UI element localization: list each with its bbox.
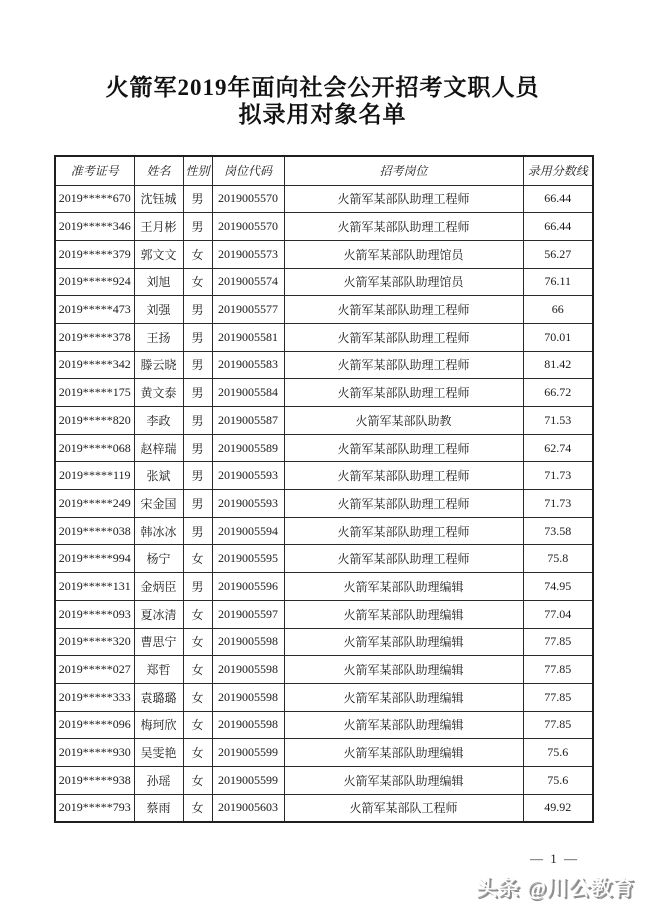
cell-code: 2019005583 <box>212 351 284 379</box>
cell-gender: 女 <box>183 628 212 656</box>
cell-score: 66.44 <box>523 185 593 213</box>
cell-gender: 男 <box>183 490 212 518</box>
cell-code: 2019005574 <box>212 268 284 296</box>
cell-gender: 男 <box>183 379 212 407</box>
cell-gender: 男 <box>183 351 212 379</box>
cell-ticket: 2019*****333 <box>55 683 134 711</box>
cell-post: 火箭军某部队助理工程师 <box>284 490 523 518</box>
table-row <box>55 628 593 656</box>
cell-ticket: 2019*****379 <box>55 240 134 268</box>
cell-score: 75.6 <box>523 766 593 794</box>
cell-gender: 女 <box>183 739 212 767</box>
table-row <box>55 545 593 573</box>
table-row <box>55 240 593 268</box>
cell-score: 77.85 <box>523 656 593 684</box>
page-number: — 1 — <box>530 851 579 866</box>
cell-name: 王扬 <box>134 323 183 351</box>
cell-ticket: 2019*****938 <box>55 766 134 794</box>
cell-code: 2019005594 <box>212 517 284 545</box>
cell-gender: 女 <box>183 683 212 711</box>
cell-ticket: 2019*****320 <box>55 628 134 656</box>
cell-ticket: 2019*****093 <box>55 600 134 628</box>
cell-score: 71.73 <box>523 462 593 490</box>
cell-post: 火箭军某部队助理编辑 <box>284 766 523 794</box>
cell-post: 火箭军某部队助理工程师 <box>284 185 523 213</box>
cell-post: 火箭军某部队助理编辑 <box>284 683 523 711</box>
cell-score: 77.04 <box>523 600 593 628</box>
cell-score: 70.01 <box>523 323 593 351</box>
cell-post: 火箭军某部队助理工程师 <box>284 296 523 324</box>
cell-score: 81.42 <box>523 351 593 379</box>
admission-results-table <box>54 155 594 823</box>
cell-post: 火箭军某部队助理工程师 <box>284 545 523 573</box>
cell-name: 张斌 <box>134 462 183 490</box>
cell-gender: 男 <box>183 517 212 545</box>
cell-post: 火箭军某部队助理编辑 <box>284 656 523 684</box>
table-row <box>55 600 593 628</box>
cell-post: 火箭军某部队助理工程师 <box>284 351 523 379</box>
cell-post: 火箭军某部队工程师 <box>284 794 523 822</box>
cell-gender: 男 <box>183 434 212 462</box>
cell-name: 曹思宁 <box>134 628 183 656</box>
cell-score: 77.85 <box>523 711 593 739</box>
cell-post: 火箭军某部队助理编辑 <box>284 573 523 601</box>
cell-name: 郭文文 <box>134 240 183 268</box>
watermark-toutiao: 头条 @川公教育 <box>476 876 635 900</box>
cell-score: 75.6 <box>523 739 593 767</box>
table-row <box>55 573 593 601</box>
cell-name: 刘强 <box>134 296 183 324</box>
cell-post: 火箭军某部队助理工程师 <box>284 517 523 545</box>
cell-code: 2019005584 <box>212 379 284 407</box>
cell-ticket: 2019*****378 <box>55 323 134 351</box>
cell-post: 火箭军某部队助理馆员 <box>284 268 523 296</box>
cell-code: 2019005593 <box>212 490 284 518</box>
cell-code: 2019005598 <box>212 656 284 684</box>
cell-ticket: 2019*****820 <box>55 407 134 435</box>
table-row <box>55 683 593 711</box>
cell-post: 火箭军某部队助教 <box>284 407 523 435</box>
column-header-name: 姓名 <box>134 156 183 185</box>
table-row <box>55 268 593 296</box>
cell-gender: 女 <box>183 711 212 739</box>
cell-name: 滕云晓 <box>134 351 183 379</box>
cell-score: 74.95 <box>523 573 593 601</box>
cell-name: 黄文泰 <box>134 379 183 407</box>
table-row <box>55 462 593 490</box>
cell-post: 火箭军某部队助理编辑 <box>284 628 523 656</box>
cell-name: 杨宁 <box>134 545 183 573</box>
column-header-post: 招考岗位 <box>284 156 523 185</box>
cell-post: 火箭军某部队助理编辑 <box>284 711 523 739</box>
cell-ticket: 2019*****793 <box>55 794 134 822</box>
page-title-line2: 拟录用对象名单 <box>238 102 407 128</box>
results-table-body <box>55 185 593 822</box>
cell-ticket: 2019*****473 <box>55 296 134 324</box>
cell-code: 2019005589 <box>212 434 284 462</box>
table-row <box>55 323 593 351</box>
table-row <box>55 185 593 213</box>
table-row <box>55 434 593 462</box>
table-row <box>55 213 593 241</box>
cell-code: 2019005597 <box>212 600 284 628</box>
cell-gender: 男 <box>183 462 212 490</box>
cell-ticket: 2019*****027 <box>55 656 134 684</box>
cell-ticket: 2019*****342 <box>55 351 134 379</box>
cell-gender: 女 <box>183 656 212 684</box>
table-row <box>55 711 593 739</box>
cell-gender: 男 <box>183 407 212 435</box>
cell-score: 71.73 <box>523 490 593 518</box>
cell-ticket: 2019*****249 <box>55 490 134 518</box>
cell-name: 吴雯艳 <box>134 739 183 767</box>
cell-score: 62.74 <box>523 434 593 462</box>
column-header-score: 录用分数线 <box>523 156 593 185</box>
cell-ticket: 2019*****670 <box>55 185 134 213</box>
cell-code: 2019005598 <box>212 628 284 656</box>
cell-gender: 男 <box>183 296 212 324</box>
cell-name: 王月彬 <box>134 213 183 241</box>
table-header-row <box>55 156 593 185</box>
cell-name: 沈钰城 <box>134 185 183 213</box>
cell-name: 蔡雨 <box>134 794 183 822</box>
cell-name: 金炳臣 <box>134 573 183 601</box>
cell-score: 76.11 <box>523 268 593 296</box>
cell-code: 2019005603 <box>212 794 284 822</box>
cell-score: 66 <box>523 296 593 324</box>
cell-ticket: 2019*****175 <box>55 379 134 407</box>
table-row <box>55 379 593 407</box>
table-row <box>55 794 593 822</box>
table-row <box>55 766 593 794</box>
cell-code: 2019005595 <box>212 545 284 573</box>
cell-score: 77.85 <box>523 628 593 656</box>
cell-post: 火箭军某部队助理工程师 <box>284 462 523 490</box>
cell-post: 火箭军某部队助理编辑 <box>284 600 523 628</box>
cell-name: 宋金国 <box>134 490 183 518</box>
cell-gender: 女 <box>183 794 212 822</box>
cell-ticket: 2019*****119 <box>55 462 134 490</box>
cell-ticket: 2019*****131 <box>55 573 134 601</box>
table-row <box>55 407 593 435</box>
cell-ticket: 2019*****930 <box>55 739 134 767</box>
cell-code: 2019005573 <box>212 240 284 268</box>
cell-code: 2019005598 <box>212 683 284 711</box>
table-row <box>55 296 593 324</box>
cell-ticket: 2019*****096 <box>55 711 134 739</box>
table-row <box>55 656 593 684</box>
cell-name: 赵梓瑞 <box>134 434 183 462</box>
cell-post: 火箭军某部队助理工程师 <box>284 213 523 241</box>
cell-ticket: 2019*****924 <box>55 268 134 296</box>
cell-code: 2019005593 <box>212 462 284 490</box>
cell-gender: 男 <box>183 185 212 213</box>
cell-score: 49.92 <box>523 794 593 822</box>
column-header-ticket: 准考证号 <box>55 156 134 185</box>
page-title-line1: 火箭军2019年面向社会公开招考文职人员 <box>105 75 540 100</box>
cell-gender: 男 <box>183 573 212 601</box>
cell-ticket: 2019*****038 <box>55 517 134 545</box>
cell-code: 2019005577 <box>212 296 284 324</box>
table-row <box>55 739 593 767</box>
column-header-code: 岗位代码 <box>212 156 284 185</box>
cell-code: 2019005581 <box>212 323 284 351</box>
page-title <box>0 0 645 128</box>
column-header-gender: 性别 <box>183 156 212 185</box>
cell-code: 2019005570 <box>212 185 284 213</box>
cell-gender: 男 <box>183 213 212 241</box>
table-row <box>55 490 593 518</box>
cell-score: 66.72 <box>523 379 593 407</box>
cell-name: 李政 <box>134 407 183 435</box>
cell-code: 2019005596 <box>212 573 284 601</box>
cell-post: 火箭军某部队助理工程师 <box>284 379 523 407</box>
cell-gender: 女 <box>183 766 212 794</box>
cell-score: 71.53 <box>523 407 593 435</box>
cell-gender: 女 <box>183 600 212 628</box>
cell-name: 夏冰清 <box>134 600 183 628</box>
cell-name: 郑哲 <box>134 656 183 684</box>
cell-score: 75.8 <box>523 545 593 573</box>
cell-gender: 女 <box>183 545 212 573</box>
cell-score: 73.58 <box>523 517 593 545</box>
cell-post: 火箭军某部队助理编辑 <box>284 739 523 767</box>
cell-code: 2019005599 <box>212 739 284 767</box>
cell-post: 火箭军某部队助理工程师 <box>284 323 523 351</box>
cell-name: 孙瑶 <box>134 766 183 794</box>
cell-code: 2019005598 <box>212 711 284 739</box>
cell-code: 2019005587 <box>212 407 284 435</box>
cell-score: 66.44 <box>523 213 593 241</box>
cell-name: 韩冰冰 <box>134 517 183 545</box>
cell-post: 火箭军某部队助理馆员 <box>284 240 523 268</box>
cell-gender: 女 <box>183 240 212 268</box>
cell-gender: 女 <box>183 268 212 296</box>
cell-code: 2019005570 <box>212 213 284 241</box>
cell-gender: 男 <box>183 323 212 351</box>
cell-ticket: 2019*****346 <box>55 213 134 241</box>
cell-name: 袁璐璐 <box>134 683 183 711</box>
cell-name: 刘旭 <box>134 268 183 296</box>
table-row <box>55 351 593 379</box>
cell-score: 77.85 <box>523 683 593 711</box>
cell-code: 2019005599 <box>212 766 284 794</box>
cell-ticket: 2019*****068 <box>55 434 134 462</box>
cell-score: 56.27 <box>523 240 593 268</box>
cell-post: 火箭军某部队助理工程师 <box>284 434 523 462</box>
cell-name: 梅珂欣 <box>134 711 183 739</box>
table-row <box>55 517 593 545</box>
cell-ticket: 2019*****994 <box>55 545 134 573</box>
